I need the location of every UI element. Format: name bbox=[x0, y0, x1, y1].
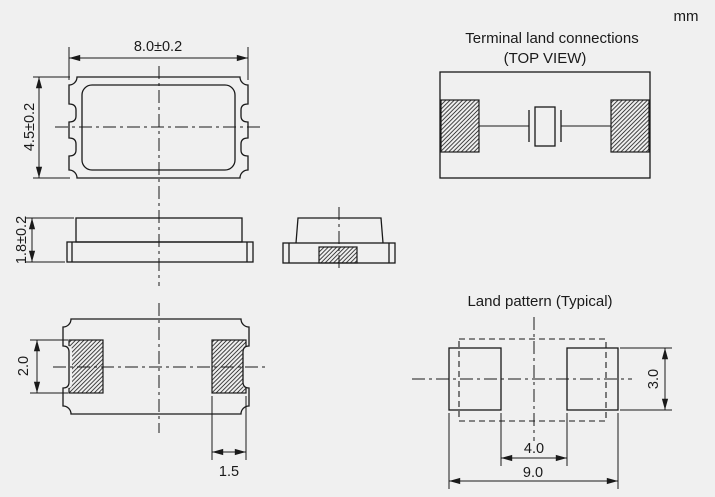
dim-label-land-gap: 4.0 bbox=[523, 441, 545, 457]
land-pattern-title: Land pattern (Typical) bbox=[467, 293, 613, 310]
terminal-pad-left bbox=[441, 100, 479, 152]
terminal-land-connections-subtitle: (TOP VIEW) bbox=[503, 50, 587, 67]
dim-label-land-height: 3.0 bbox=[646, 368, 662, 390]
end-view-terminal-pad bbox=[319, 247, 357, 263]
dim-label-pad-width: 1.5 bbox=[218, 464, 240, 480]
terminal-land-connections-title: Terminal land connections bbox=[465, 30, 639, 47]
dim-label-package-thickness: 1.8±0.2 bbox=[14, 215, 30, 265]
dim-label-pad-height: 2.0 bbox=[16, 355, 32, 377]
dim-label-package-width: 8.0±0.2 bbox=[133, 39, 183, 55]
terminal-pad-right bbox=[611, 100, 649, 152]
unit-label: mm bbox=[673, 8, 699, 25]
dim-label-package-height: 4.5±0.2 bbox=[22, 102, 38, 152]
dim-label-land-overall-width: 9.0 bbox=[522, 465, 544, 481]
